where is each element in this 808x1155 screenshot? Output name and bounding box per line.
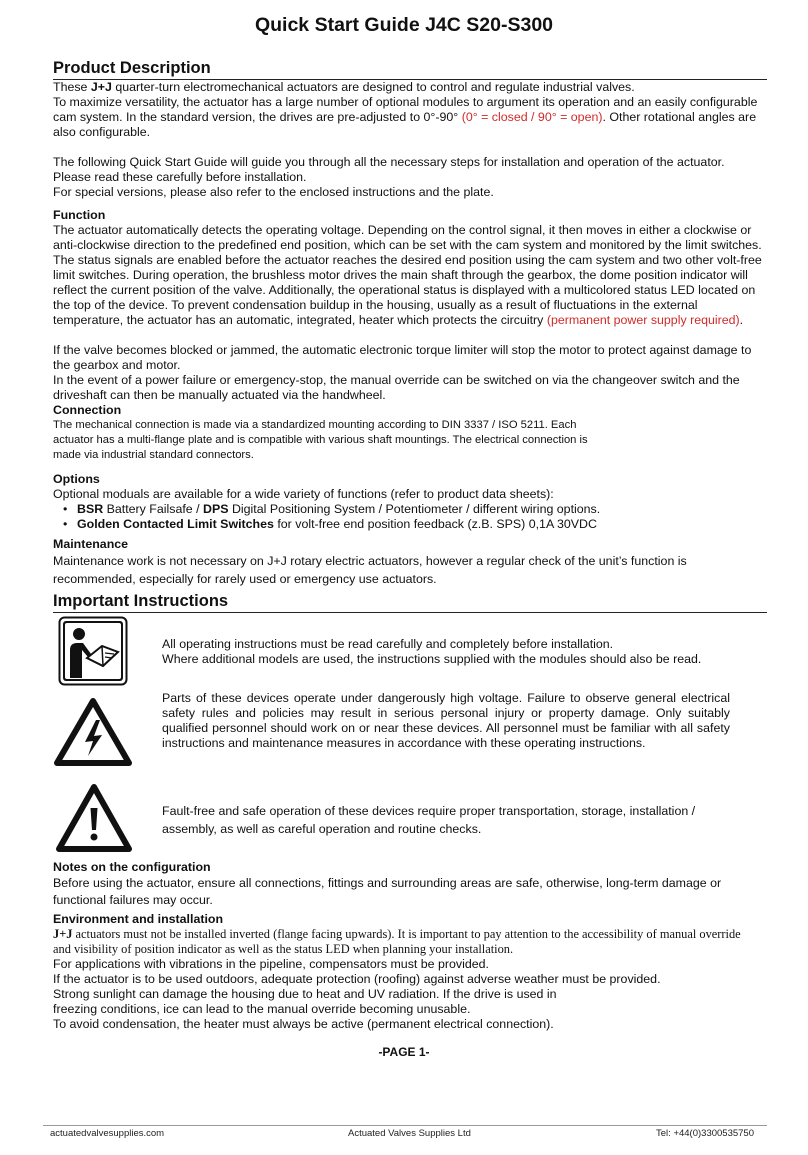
bullet: • <box>63 517 68 531</box>
power-note-red: (permanent power supply required) <box>546 313 740 327</box>
instruction-3-line1: Fault-free and safe operation of these devices require proper transportation, storage, installation / <box>162 804 696 818</box>
high-voltage-warning-icon <box>54 698 132 766</box>
page-number: -PAGE 1- <box>378 1045 430 1059</box>
list-item <box>63 502 765 517</box>
options-intro: Optional moduals are available for a wide variety of functions (refer to product data sheets): <box>53 487 554 501</box>
notes-heading: Notes on the configuration <box>53 860 211 874</box>
instruction-2-text: Parts of these devices operate under dangerously high voltage. Failure to observe general electrical safety rules and policies may result in serious personal injury or property damage. Only suitably qualified personnel should work on or near these devices. All personnel must be familiar with all safety instructions and maintenance measures in accordance with these operating instructions. <box>162 691 730 750</box>
instruction-1-text <box>162 637 730 667</box>
connection-line3: made via industrial standard connectors. <box>53 449 254 461</box>
bold-term: BSR <box>77 502 104 516</box>
connection-line2: actuator has a multi-flange plate and is compatible with various shaft mountings. The electrical connection is <box>53 434 588 446</box>
footer-phone: Tel: +44(0)3300535750 <box>656 1128 754 1139</box>
text: . <box>739 313 744 327</box>
product-p3-line3: For special versions, please also refer to the enclosed instructions and the plate. <box>53 185 494 199</box>
product-p3-line1: The following Quick Start Guide will guide you through all the necessary steps for installation and operation of the actuator. <box>53 155 725 169</box>
environment-serif-line1 <box>53 927 765 942</box>
connection-section <box>53 403 765 463</box>
maintenance-section <box>53 537 765 588</box>
function-heading: Function <box>53 208 106 222</box>
maintenance-heading: Maintenance <box>53 537 129 551</box>
bold-term: DPS <box>203 502 229 516</box>
environment-line7: To avoid condensation, the heater must always be active (permanent electrical connection). <box>53 1017 554 1031</box>
connection-heading: Connection <box>53 403 122 417</box>
notes-section <box>53 860 765 909</box>
product-p2 <box>53 95 765 140</box>
text: quarter-turn electromechanical actuators are designed to control and regulate industrial valves. <box>111 80 635 94</box>
environment-heading: Environment and installation <box>53 912 224 926</box>
function-p3: In the event of a power failure or emergency-stop, the manual override can be switched on via the changeover switch and the driveshaft can then be manually actuated via the handwheel. <box>53 373 740 402</box>
text: . Other rotational angles are also configurable. <box>53 110 757 139</box>
brand-bold: J+J <box>53 927 73 941</box>
read-manual-icon <box>58 616 128 686</box>
footer-company: Actuated Valves Supplies Ltd <box>348 1128 471 1139</box>
instruction-3-text <box>162 802 730 838</box>
product-description-body <box>53 80 765 200</box>
instruction-3-line2: assembly, as well as careful operation and routine checks. <box>162 822 482 836</box>
environment-line3: For applications with vibrations in the pipeline, compensators must be provided. <box>53 957 489 971</box>
text: actuators must not be installed inverted (flange facing upwards). It is important to pay attention to the accessibility of manual override <box>72 927 741 941</box>
function-p2: If the valve becomes blocked or jammed, the automatic electronic torque limiter will stop the motor to protect against damage to the gearbox and motor. <box>53 343 752 372</box>
maintenance-line2: recommended, especially for rarely used or emergency use actuators. <box>53 572 437 586</box>
connection-line1: The mechanical connection is made via a standardized mounting according to DIN 3337 / ISO 5211. Each <box>53 419 577 431</box>
instruction-1-line1: All operating instructions must be read carefully and completely before installation. <box>162 637 614 651</box>
environment-serif-line2: and visibility of position indicator as well as the status LED when planning your installation. <box>53 942 514 956</box>
notes-line2: functional failures may occur. <box>53 893 213 907</box>
text: Digital Positioning System / Potentiometer / different wiring options. <box>228 502 601 516</box>
bold-term: Golden Contacted Limit Switches <box>77 517 274 531</box>
text: for volt-free end position feedback (z.B. SPS) 0,1A 30VDC <box>273 517 597 531</box>
footer-divider <box>43 1125 767 1126</box>
options-section <box>53 472 765 532</box>
brand-bold: J+J <box>90 80 112 94</box>
environment-line5: Strong sunlight can damage the housing due to heat and UV radiation. If the drive is used in <box>53 987 557 1001</box>
environment-line4: If the actuator is to be used outdoors, adequate protection (roofing) against adverse weather must be provided. <box>53 972 661 986</box>
text: Battery Failsafe / <box>103 502 204 516</box>
section-heading-product-description: Product Description <box>53 58 767 80</box>
environment-line6: freezing conditions, ice can lead to the manual override becoming unusable. <box>53 1002 471 1016</box>
list-item <box>63 517 765 532</box>
environment-section <box>53 911 765 1032</box>
product-p1 <box>53 80 765 95</box>
angle-note-red: (0° = closed / 90° = open) <box>461 110 603 124</box>
general-warning-icon <box>56 784 132 852</box>
instruction-1-line2: Where additional models are used, the instructions supplied with the modules should also be read. <box>162 652 702 666</box>
maintenance-line1: Maintenance work is not necessary on J+J rotary electric actuators, however a regular check of the unit’s function is <box>53 554 687 568</box>
options-heading: Options <box>53 472 100 486</box>
footer-website: actuatedvalvesupplies.com <box>50 1128 165 1139</box>
text: The actuator automatically detects the operating voltage. Depending on the control signal, it then moves in either a clockwise or anti-clockwise direction to the predefined end position, which can be set with the cam system and monitored by the limit switches. The status signals are enabled before the actuator reaches the desired end position using the cam system and two other volt-free limit switches. During operation, the brushless motor drives the main shaft through the gearbox, the dome position indicator will reflect the current position of the valve. Additionally, the operational status is displayed with a multicolored status LED located on the top of the device. To prevent condensation buildup in the housing, usually as a result of fluctuations in the external temperature, the actuator has an automatic, integrated, heater which protects the circuitry <box>53 223 762 327</box>
function-section <box>53 208 765 403</box>
bullet: • <box>63 502 68 516</box>
text: These <box>53 80 91 94</box>
section-heading-important-instructions: Important Instructions <box>53 591 767 613</box>
product-p3-line2: Please read these carefully before installation. <box>53 170 307 184</box>
notes-line1: Before using the actuator, ensure all connections, fittings and surrounding areas are safe, otherwise, long-term damage or <box>53 876 722 890</box>
options-list <box>53 502 765 532</box>
text: To maximize versatility, the actuator has a large number of optional modules to argument its operation and an easily configurable cam system. In the standard version, the drives are pre-adjusted to 0°-90° <box>53 95 758 124</box>
function-p1 <box>53 223 765 328</box>
document-title: Quick Start Guide J4C S20-S300 <box>254 14 554 36</box>
